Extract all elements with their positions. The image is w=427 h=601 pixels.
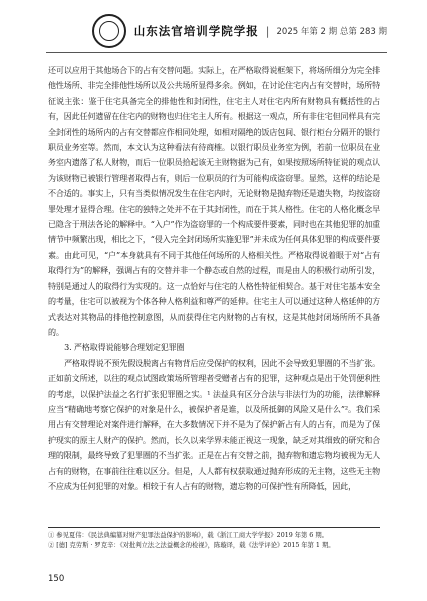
issue-info: 2025 年第 2 期 总第 283 期 <box>276 27 387 37</box>
footnotes <box>48 527 380 550</box>
body-text <box>48 63 380 494</box>
journal-name: 山东法官培训学院学报 <box>133 24 259 38</box>
header-separator: | <box>265 24 270 38</box>
paragraph-2: 严格取得说不预先假设脱离占有物背后应受保护的权利，因此不会导致犯罪圈的不当扩张。正如前文所述，以往的观点试图政策场所管理者受赠者占有的犯罪，这种观点是出于处罚便利性的考虑，以保护法益之名行扩张犯罪圈之实。¹ 法益具有区分合法与非法行为的功能，法律解释应当“精确地考察它保护的对象是什么，被保护者是谁，以及所抵御的风险又是什么”²。我们采用占有交替理论对案件进行解释，在大多数情况下并不是为了保护新占有人的占有，而是为了保护现实的原主人财产的保护。然而，长久以来学界未能正视这一现象，缺乏对其细致的研究和合理的限制，最终导致了犯罪圈的不当扩张。正是在占有交替之前，抛弃物和遗忘物均被视为无人占有的财物，在事前往往难以区分。但是，人人都有权获取通过抛弃形成的无主物，这些无主物不应成为任何犯罪的对象。相较于有人占有的财物，遗忘物的可保护性有所降低，因此， <box>48 358 380 491</box>
paragraph-1: 还可以应用于其他场合下的占有交替问题。实际上，在严格取得说框架下，将场所细分为完全排他性场所、非完全排他性场所以及公共场所显得多余。例如，在讨论住宅内占有交替时，场所特征说主张：鉴于住宅具备完全的排他性和封闭性，住宅主人对住宅内所有财物具有概括性的占有，因此任何遗留在住宅内的财物也归住宅主人所有。根据这一观点，所有非住宅但同样具有完全封闭性的场所内的占有交替都应作相同处理，如相对隔绝的饭店包间、银行柜台分隔开的银行职员业务室等。然而，本文认为这种看法有待商榷。以银行职员业务室为例，若前一位职员在业务室内遗落了私人财物，而后一位职员拾起该无主财物据为己有，如果按照场所特征说的观点认为该财物已被银行管理者取得占有，则后一位职员的行为可能构成盗窃罪。显然，这样的结论是不合适的。事实上，只有当类似情况发生在住宅内时，无论财物是抛弃物还是遗失物，均按盗窃罪处理才显得合理。住宅的独特之处并不在于其封闭性，而在于其人格性。住宅的人格化概念早已隐含于刑法各论的解释中。“入户”作为盗窃罪的一个构成要件要素，同时也在其他犯罪的加重情节中频繁出现，相比之下，“侵入完全封闭场所实施犯罪”并未成为任何具体犯罪的构成要件要素。由此可见，“户”本身就具有不同于其他任何场所的人格相关性。严格取得说着眼于对“占有取得行为”的解释，强调占有的交替并非一个静态或自然的过程，而是由人的积极行动所引发，特别是通过人的取得行为实现的。这一点恰好与住宅的人格性特征相契合。基于对住宅基本安全的考量，住宅可以被视为个体各种人格利益和尊严的延伸。住宅主人可以通过这种人格延伸的方式表达对其物品的排他控制意图，从而获得住宅内财物的占有权，这是其他封闭场所所不具备的。 <box>48 66 380 337</box>
footnote-1: ① 参见夏伟：《民法典编纂对财产犯罪法益保护的影响》，载《浙江工商大学学报》2019 年第 6 期。 <box>48 532 328 539</box>
journal-seal-icon <box>92 14 126 48</box>
page-number: 150 <box>48 574 65 584</box>
footnote-2: ② [德] 克劳斯 · 罗克辛：《对批判立法之法益概念的检视》，陈璇译，载《法学评论》2015 年第 1 期。 <box>48 541 335 549</box>
running-header <box>46 10 387 53</box>
section-heading: 3. 严格取得说能够合理划定犯罪圈 <box>64 343 185 353</box>
